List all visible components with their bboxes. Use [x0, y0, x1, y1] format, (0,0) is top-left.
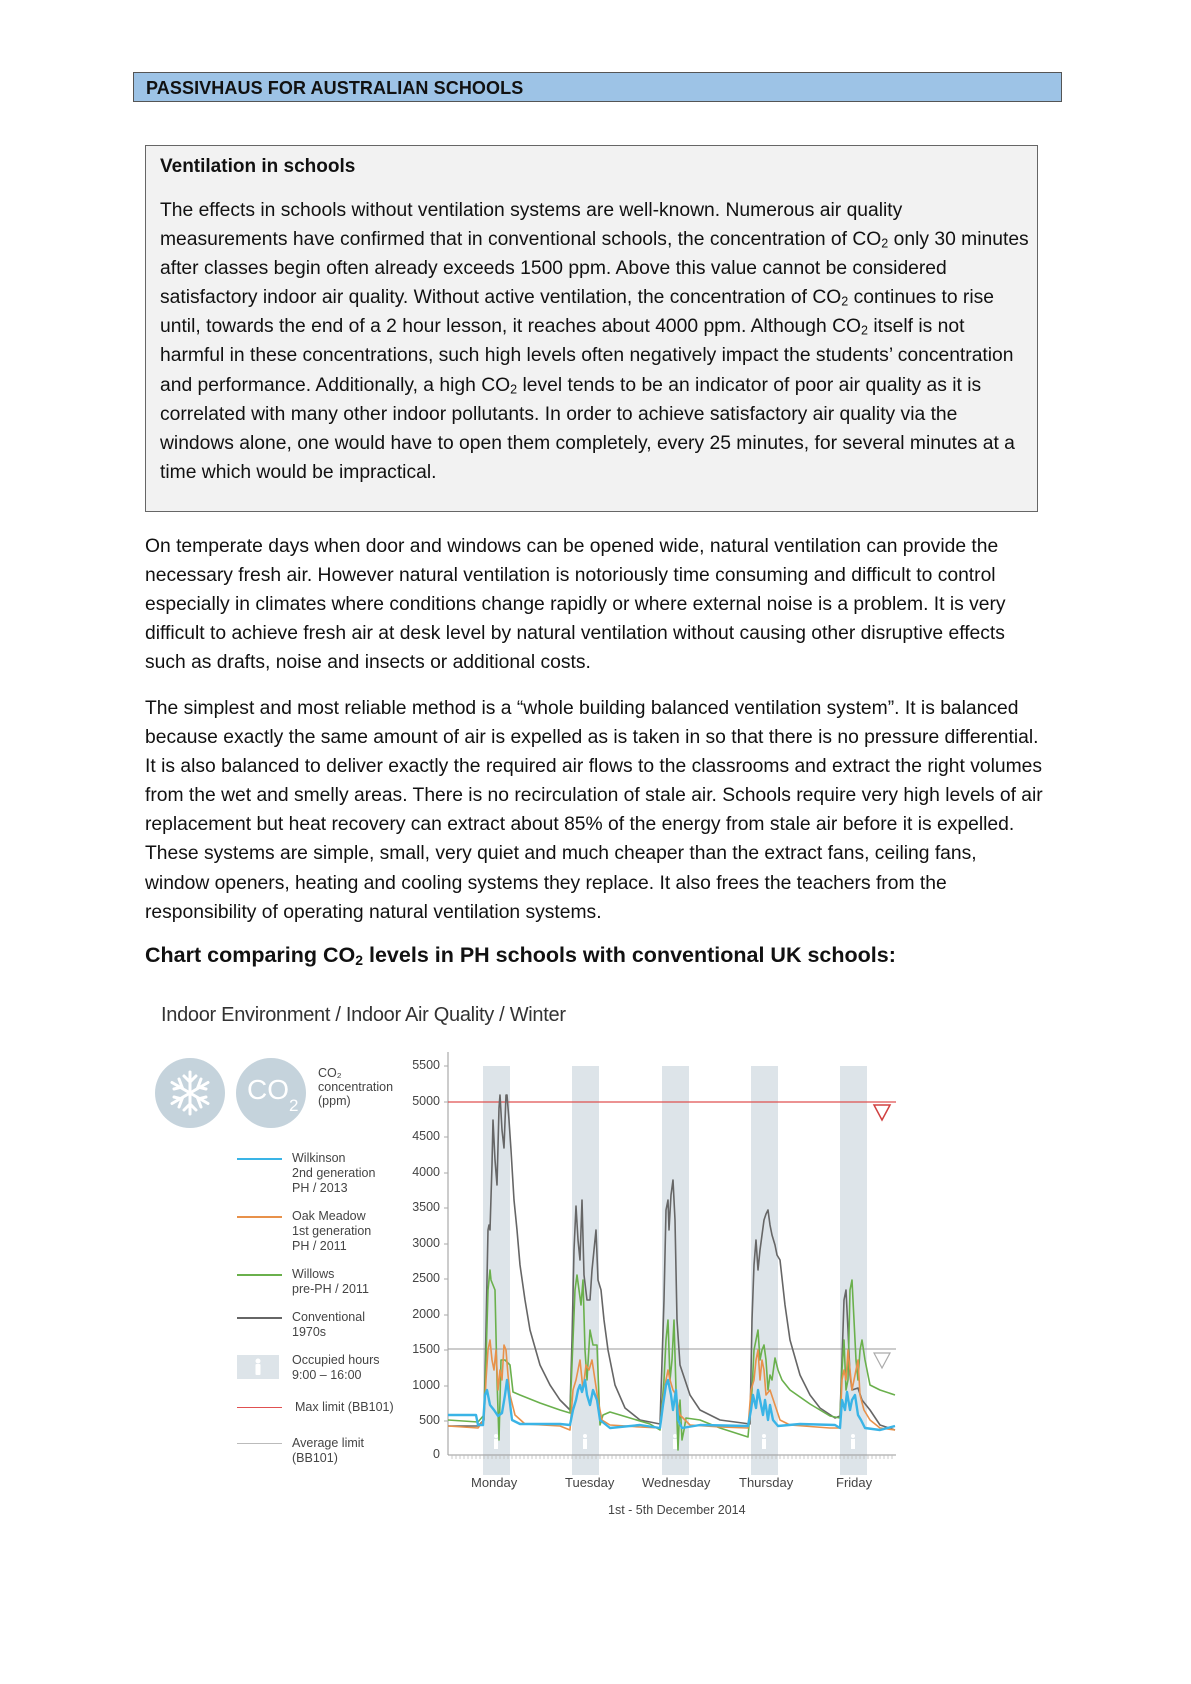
- y-tick: 5000: [412, 1094, 440, 1108]
- figure-title: Indoor Environment / Indoor Air Quality / Winter: [161, 1004, 566, 1026]
- y-tick: 1500: [412, 1342, 440, 1356]
- x-label-thursday: Thursday: [739, 1475, 794, 1490]
- max-limit-marker-icon: [874, 1105, 890, 1120]
- x-label-monday: Monday: [471, 1475, 518, 1490]
- x-label-wednesday: Wednesday: [642, 1475, 711, 1490]
- y-tick: 4500: [412, 1129, 440, 1143]
- co2-line-chart: [440, 1050, 910, 1475]
- y-tick: 1000: [412, 1378, 440, 1392]
- y-tick: 0: [433, 1447, 440, 1461]
- ventilation-callout-box: [145, 145, 1038, 512]
- y-tick: 3500: [412, 1200, 440, 1214]
- average-limit-marker-icon: [874, 1353, 890, 1368]
- y-tick: 3000: [412, 1236, 440, 1250]
- y-tick: 2000: [412, 1307, 440, 1321]
- snowflake-icon: [155, 1058, 225, 1128]
- co2-icon: $CO_2$: [236, 1058, 306, 1128]
- chart-heading: Chart comparing $CO_2$ levels in PH schools with conventional UK schools:: [145, 943, 896, 968]
- y-tick: 5500: [412, 1058, 440, 1072]
- y-axis-unit-label: CO₂ concentration (ppm): [318, 1066, 394, 1108]
- occupied-hours-bands: [483, 1066, 867, 1475]
- callout-body: The effects in schools without ventilation systems are well-known. Numerous air quality measurements have confirmed that in conventional schools, the concentration of $CO_2$ only 30 minutes after classes begin often already exceeds 1500 ppm. Above this value cannot be considered satisfactory indoor air quality. Without active ventilation, the concentration of $CO_2$ continues to rise until, towards the end of a 2 hour lesson, it reaches about 4000 ppm. Although $CO_2$ itself is not harmful in these concentrations, such high levels often negatively impact the students’ concentration and performance. Additionally, a high $CO_2$ level tends to be an indicator of poor air quality as it is correlated with many other indoor pollutants. In order to achieve satisfactory air quality via the windows alone, one would have to open them completely, every 25 minutes, for several minutes at a time which would be impractical.: [160, 200, 1029, 483]
- document-header-title: PASSIVHAUS FOR AUSTRALIAN SCHOOLS: [146, 78, 524, 98]
- x-label-tuesday: Tuesday: [565, 1475, 615, 1490]
- y-tick: 4000: [412, 1165, 440, 1179]
- occupied-person-icon: [237, 1355, 279, 1379]
- paragraph-balanced-ventilation: The simplest and most reliable method is a “whole building balanced ventilation system”. It is balanced because exactly the same amount of air is expelled as is taken in so that there is no pressure differential. It is also balanced to deliver exactly the required air flows to the classrooms and extract the right volumes from the wet and smelly areas. There is no recirculation of stale air. Schools require very high levels of air replacement but heat recovery can extract about 85% of the energy from stale air before it is expelled. These systems are simple, small, very quiet and much cheaper than the extract fans, ceiling fans, window openers, heating and cooling systems they replace. It also frees the teachers from the responsibility of operating natural ventilation systems.: [145, 698, 1043, 923]
- x-axis-date-range: 1st - 5th December 2014: [608, 1503, 746, 1517]
- paragraph-natural-ventilation: On temperate days when door and windows can be opened wide, natural ventilation can provide the necessary fresh air. However natural ventilation is notoriously time consuming and difficult to control especially in climates where conditions change rapidly or where external noise is a problem. It is very difficult to achieve fresh air at desk level by natural ventilation without causing other disruptive effects such as drafts, noise and insects or additional costs.: [145, 536, 1006, 674]
- y-tick: 500: [419, 1413, 440, 1427]
- document-header-bar: [133, 72, 1062, 102]
- y-tick: 2500: [412, 1271, 440, 1285]
- x-label-friday: Friday: [836, 1475, 873, 1490]
- callout-title: Ventilation in schools: [160, 156, 356, 177]
